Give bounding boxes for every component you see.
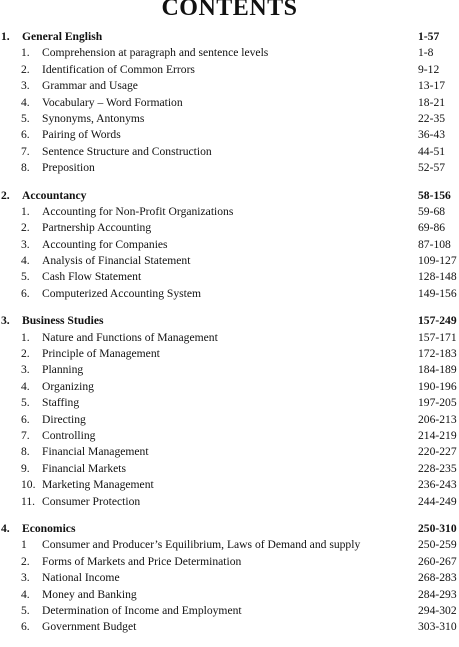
entry-title: Vocabulary – Word Formation <box>42 95 183 109</box>
section-number: 1. <box>1 30 10 43</box>
entry-number: 4. <box>21 254 30 268</box>
section-title: Accountancy <box>22 188 87 202</box>
toc-entry <box>0 144 459 160</box>
toc-entry <box>0 461 459 477</box>
toc-entry <box>0 95 459 111</box>
entry-title: Principle of Management <box>42 347 160 361</box>
entry-pages: 109-127 <box>418 254 457 268</box>
toc-entry <box>0 253 459 269</box>
entry-pages: 22-35 <box>418 111 446 125</box>
entry-title: Sentence Structure and Construction <box>42 144 212 158</box>
entry-title: Marketing Management <box>42 478 154 492</box>
entry-pages: 220-227 <box>418 445 457 459</box>
toc-entry <box>0 477 459 493</box>
entry-number: 1. <box>21 204 30 218</box>
entry-pages: 260-267 <box>418 554 457 568</box>
section-pages: 250-310 <box>418 521 457 535</box>
entry-number: 2. <box>21 221 30 235</box>
entry-pages: 172-183 <box>418 347 457 361</box>
entry-title: Government Budget <box>42 620 137 634</box>
entry-title: Money and Banking <box>42 587 137 601</box>
toc-entry <box>0 554 459 570</box>
toc-section <box>0 313 459 510</box>
entry-number: 5. <box>21 270 30 284</box>
entry-pages: 13-17 <box>418 79 446 93</box>
toc-entry <box>0 45 459 61</box>
entry-pages: 236-243 <box>418 478 457 492</box>
entry-pages: 268-283 <box>418 571 457 585</box>
entry-number: 1. <box>21 330 30 344</box>
toc-entry <box>0 412 459 428</box>
section-heading <box>0 521 459 537</box>
section-heading <box>0 29 459 45</box>
entry-pages: 190-196 <box>418 379 457 393</box>
entry-number: 7. <box>21 144 30 158</box>
entry-number: 9. <box>21 461 30 475</box>
section-title: General English <box>22 30 103 43</box>
section-number: 2. <box>1 188 10 202</box>
entry-title: Pairing of Words <box>42 128 121 142</box>
entry-pages: 197-205 <box>418 396 457 410</box>
entry-pages: 206-213 <box>418 412 457 426</box>
toc-entry <box>0 346 459 362</box>
entry-pages: 284-293 <box>418 587 457 601</box>
entry-number: 3. <box>21 79 30 93</box>
entry-title: Consumer and Producer’s Equilibrium, Laws of Demand and supply <box>42 538 361 552</box>
entry-pages: 149-156 <box>418 286 457 300</box>
toc-entry <box>0 286 459 302</box>
entry-pages: 36-43 <box>418 128 446 142</box>
toc-entry <box>0 379 459 395</box>
entry-number: 5. <box>21 111 30 125</box>
entry-title: Nature and Functions of Management <box>42 330 218 344</box>
entry-title: Accounting for Companies <box>42 237 168 251</box>
entry-pages: 59-68 <box>418 204 446 218</box>
toc-entry <box>0 444 459 460</box>
entry-number: 8. <box>21 445 30 459</box>
entry-title: Identification of Common Errors <box>42 62 195 76</box>
entry-pages: 69-86 <box>418 221 446 235</box>
section-title: Economics <box>22 521 76 535</box>
entry-title: Computerized Accounting System <box>42 286 202 300</box>
entry-pages: 87-108 <box>418 237 451 251</box>
entry-pages: 157-171 <box>418 330 457 344</box>
entry-number: 6. <box>21 128 30 142</box>
entry-pages: 184-189 <box>418 363 457 377</box>
toc-entry <box>0 127 459 143</box>
toc-entry <box>0 62 459 78</box>
entry-pages: 214-219 <box>418 428 457 442</box>
entry-number: 7. <box>21 428 30 442</box>
entry-number: 4. <box>21 379 30 393</box>
entry-number: 1. <box>21 46 30 60</box>
section-number: 4. <box>1 521 10 535</box>
toc-entry <box>0 428 459 444</box>
entry-pages: 244-249 <box>418 494 457 508</box>
section-number: 3. <box>1 314 10 328</box>
entry-title: Controlling <box>42 428 96 442</box>
toc-entry <box>0 603 459 619</box>
toc-section <box>0 188 459 303</box>
toc-section <box>0 29 459 177</box>
page-title: CONTENTS <box>161 0 298 21</box>
entry-number: 6. <box>21 620 30 634</box>
entry-title: Analysis of Financial Statement <box>42 254 191 268</box>
entry-title: Synonyms, Antonyms <box>42 111 145 125</box>
entry-pages: 228-235 <box>418 461 457 475</box>
toc-entry <box>0 494 459 510</box>
entry-number: 5. <box>21 603 30 617</box>
entry-number: 2. <box>21 554 30 568</box>
entry-number: 10. <box>21 478 36 492</box>
toc-entry <box>0 204 459 220</box>
entry-number: 2. <box>21 62 30 76</box>
entry-title: Forms of Markets and Price Determination <box>42 554 242 568</box>
entry-title: Directing <box>42 412 86 426</box>
entry-number: 8. <box>21 161 30 175</box>
entry-number: 6. <box>21 412 30 426</box>
entry-title: Planning <box>42 363 84 377</box>
toc-section <box>0 521 459 636</box>
toc-entry <box>0 587 459 603</box>
toc-entry <box>0 160 459 176</box>
entry-number: 11. <box>21 494 36 508</box>
toc-entry <box>0 570 459 586</box>
entry-pages: 303-310 <box>418 620 457 634</box>
entry-number: 2. <box>21 347 30 361</box>
section-pages: 157-249 <box>418 314 457 328</box>
entry-pages: 250-259 <box>418 538 457 552</box>
toc-entry <box>0 362 459 378</box>
toc-entry <box>0 330 459 346</box>
entry-title: Consumer Protection <box>42 494 141 508</box>
entry-pages: 9-12 <box>418 62 440 76</box>
entry-number: 3. <box>21 237 30 251</box>
entry-pages: 18-21 <box>418 95 446 109</box>
entry-title: Organizing <box>42 379 94 393</box>
section-pages: 1-57 <box>418 30 440 43</box>
table-of-contents <box>0 29 459 647</box>
section-pages: 58-156 <box>418 188 451 202</box>
entry-number: 4. <box>21 587 30 601</box>
entry-pages: 294-302 <box>418 603 457 617</box>
section-title: Business Studies <box>22 314 104 328</box>
entry-number: 4. <box>21 95 30 109</box>
toc-entry <box>0 269 459 285</box>
entry-title: Partnership Accounting <box>42 221 152 235</box>
toc-entry <box>0 619 459 635</box>
section-heading <box>0 188 459 204</box>
entry-title: National Income <box>42 571 120 585</box>
toc-entry <box>0 537 459 553</box>
toc-entry <box>0 237 459 253</box>
entry-number: 3. <box>21 363 30 377</box>
entry-title: Staffing <box>42 396 80 410</box>
entry-title: Cash Flow Statement <box>42 270 142 284</box>
entry-title: Determination of Income and Employment <box>42 603 242 617</box>
toc-entry <box>0 220 459 236</box>
entry-pages: 52-57 <box>418 161 446 175</box>
entry-number: 5. <box>21 396 30 410</box>
entry-pages: 128-148 <box>418 270 457 284</box>
toc-entry <box>0 395 459 411</box>
toc-entry <box>0 111 459 127</box>
entry-title: Grammar and Usage <box>42 79 138 93</box>
entry-title: Financial Management <box>42 445 149 459</box>
entry-title: Accounting for Non-Profit Organizations <box>42 204 234 218</box>
entry-title: Financial Markets <box>42 461 127 475</box>
entry-pages: 44-51 <box>418 144 446 158</box>
entry-title: Preposition <box>42 161 95 175</box>
entry-number: 1 <box>21 538 27 552</box>
section-heading <box>0 313 459 329</box>
entry-pages: 1-8 <box>418 46 434 60</box>
entry-number: 3. <box>21 571 30 585</box>
toc-entry <box>0 78 459 94</box>
entry-title: Comprehension at paragraph and sentence levels <box>42 46 269 60</box>
entry-number: 6. <box>21 286 30 300</box>
